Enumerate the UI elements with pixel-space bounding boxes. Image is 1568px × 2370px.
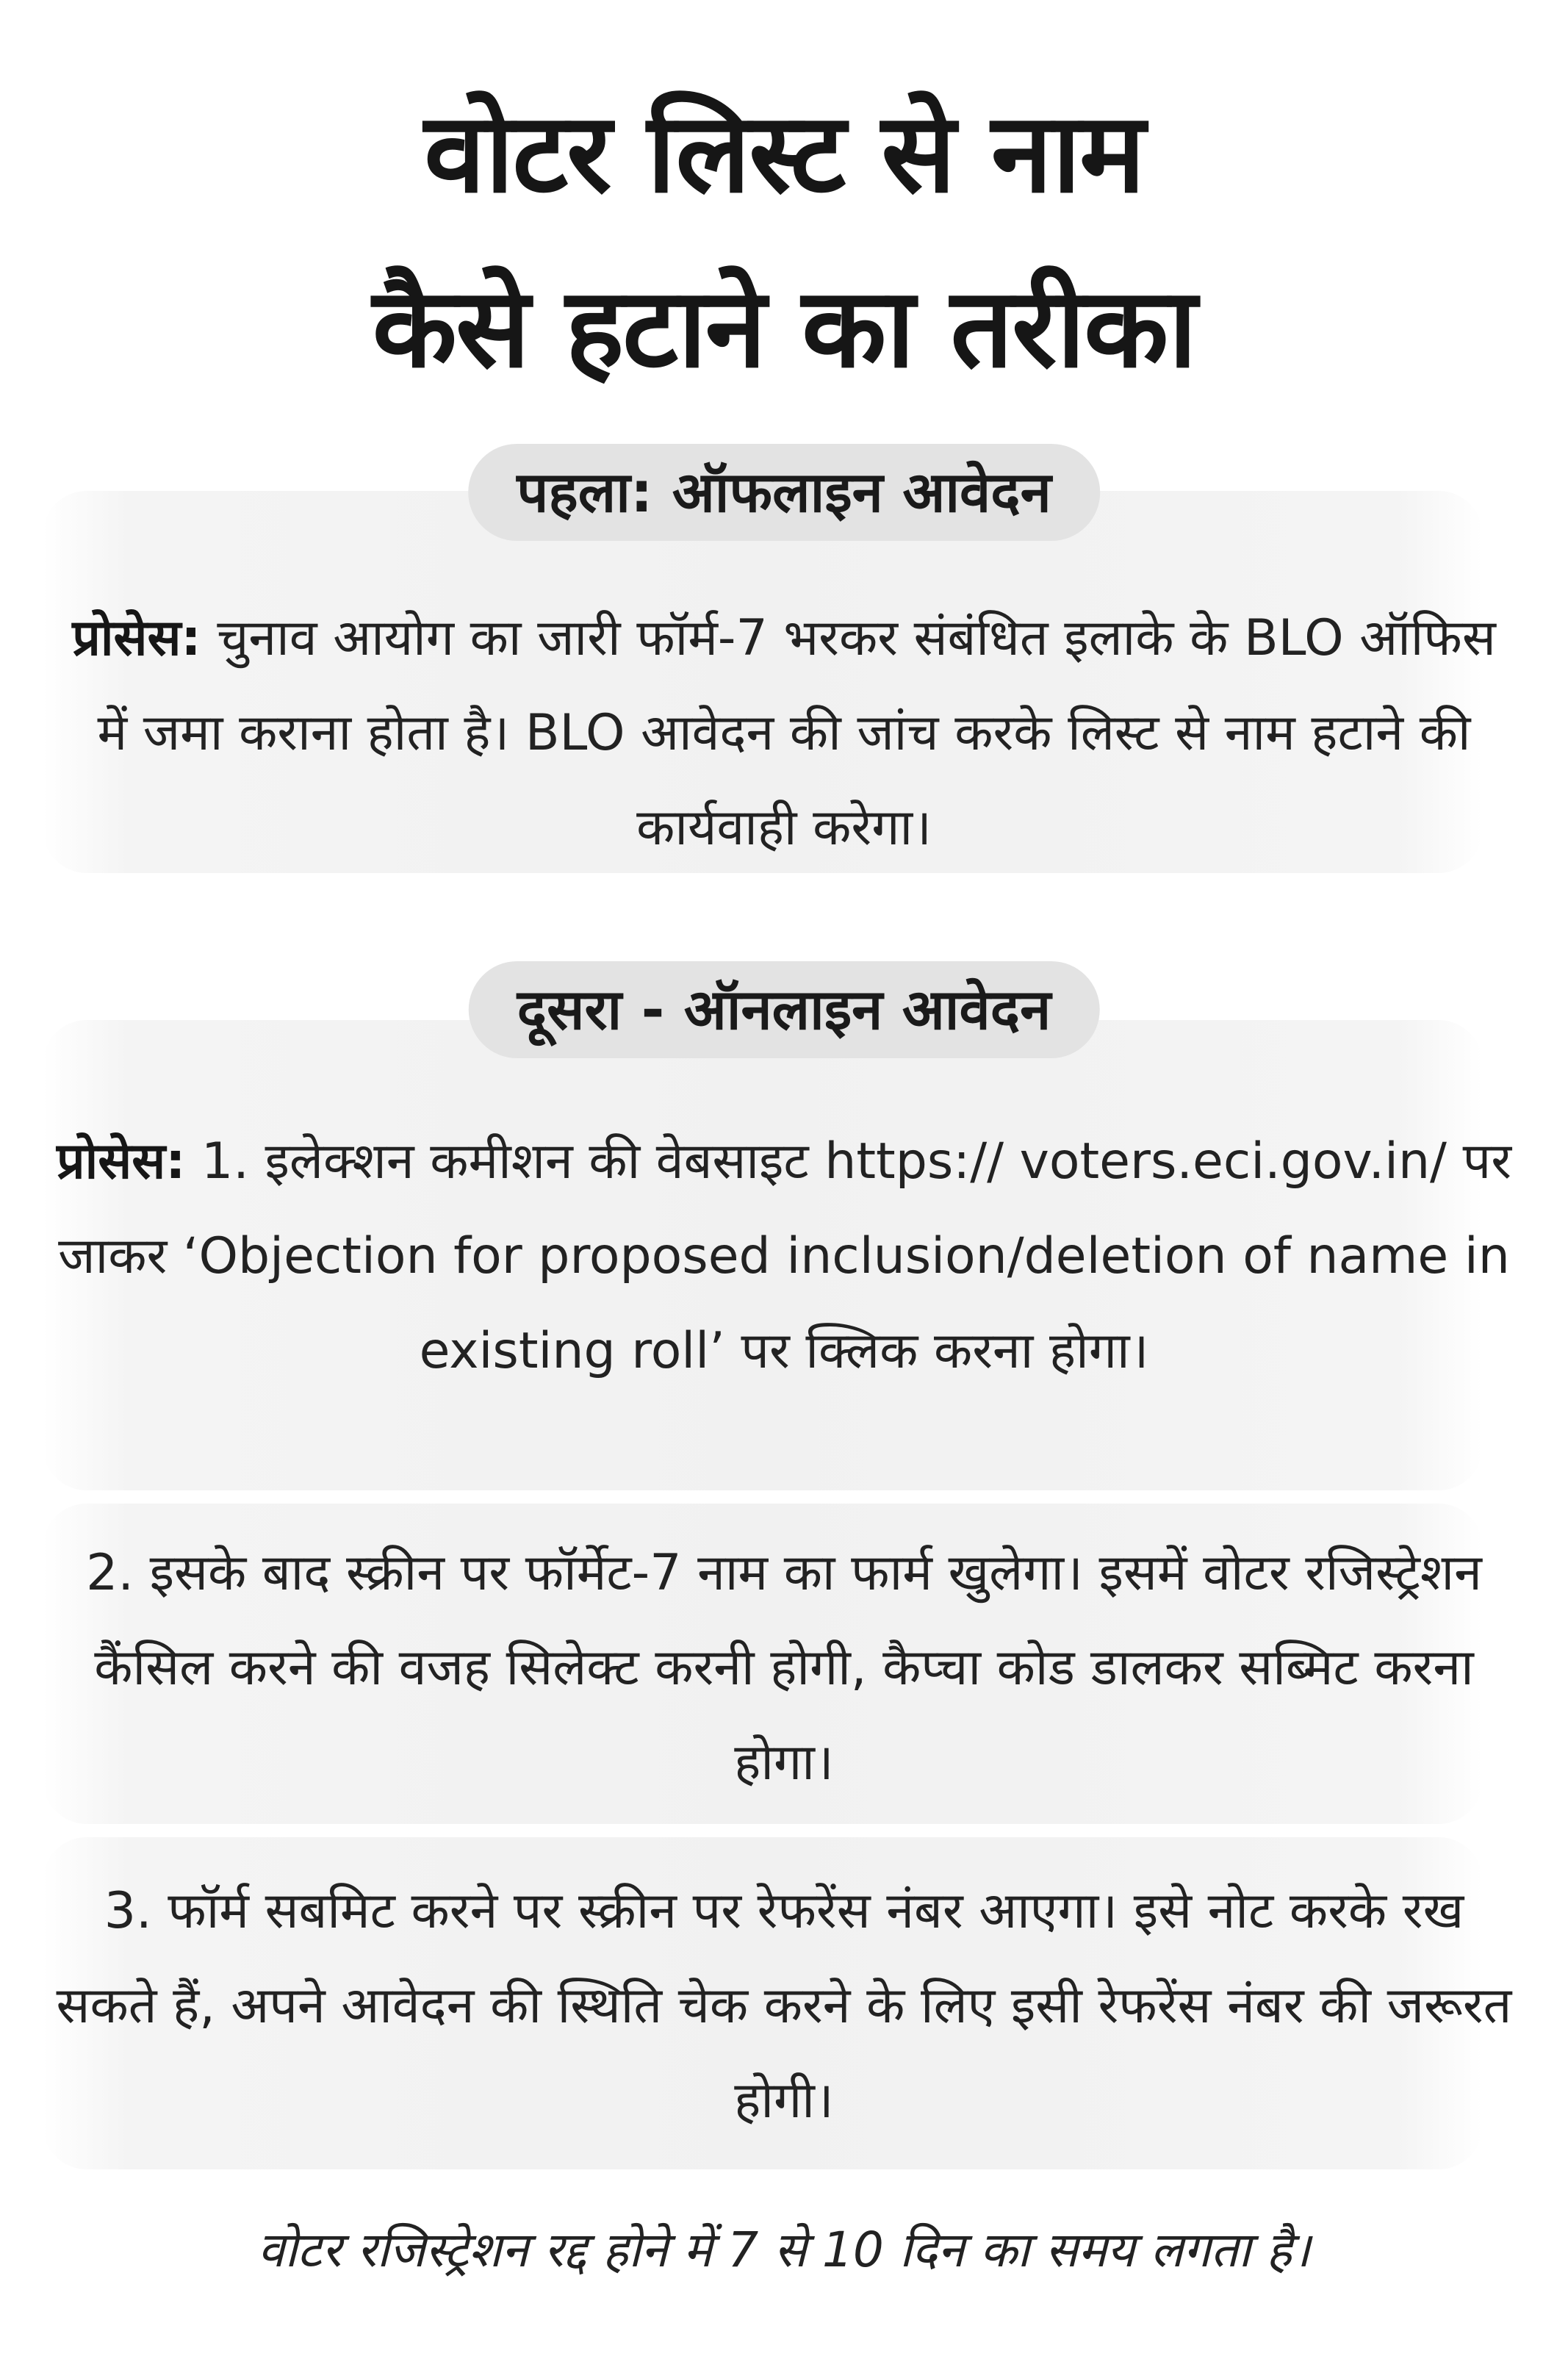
online-process-label: प्रोसेस: — [56, 1132, 186, 1191]
title-line-1: वोटर लिस्ट से नाम — [424, 90, 1144, 218]
offline-process-label: प्रोसेस: — [72, 609, 201, 667]
online-step-2: 2. इसके बाद स्क्रीन पर फॉर्मेट-7 नाम का फार्म खुलेगा। इसमें वोटर रजिस्ट्रेशन कैंसिल करने की वजह सिलेक्ट करनी होगी, कैप्चा कोड डालकर सब्मिट करना होगा। — [86, 1544, 1482, 1792]
footer-note: वोटर रजिस्ट्रेशन रद्द होने में 7 से 10 दिन का समय लगता है। — [257, 2222, 1311, 2278]
offline-heading: पहला: ऑफलाइन आवेदन — [468, 444, 1100, 541]
online-step-1 — [44, 1114, 1524, 1398]
online-step-1-text: 1. इलेक्शन कमीशन की वेबसाइट https:// voters.eci.gov.in/ पर जाकर ‘Objection for proposed inclusion/deletion of name in existing roll’ पर क्लिक करना होगा। — [58, 1132, 1512, 1380]
online-heading: दूसरा - ऑनलाइन आवेदन — [469, 961, 1100, 1058]
offline-process-text — [44, 591, 1524, 875]
title-line-2: कैसे हटाने का तरीका — [372, 265, 1196, 392]
online-step-3: 3. फॉर्म सबमिट करने पर स्क्रीन पर रेफरेंस नंबर आएगा। इसे नोट करके रख सकते हैं, अपने आवेदन की स्थिति चेक करने के लिए इसी रेफरेंस नंबर की जरूरत होगी। — [56, 1882, 1512, 2130]
offline-process-body: चुनाव आयोग का जारी फॉर्म-7 भरकर संबंधित इलाके के BLO ऑफिस में जमा कराना होता है। BLO आवेदन की जांच करके लिस्ट से नाम हटाने की कार्यवाही करेगा। — [97, 609, 1496, 857]
page-title — [0, 66, 1568, 416]
